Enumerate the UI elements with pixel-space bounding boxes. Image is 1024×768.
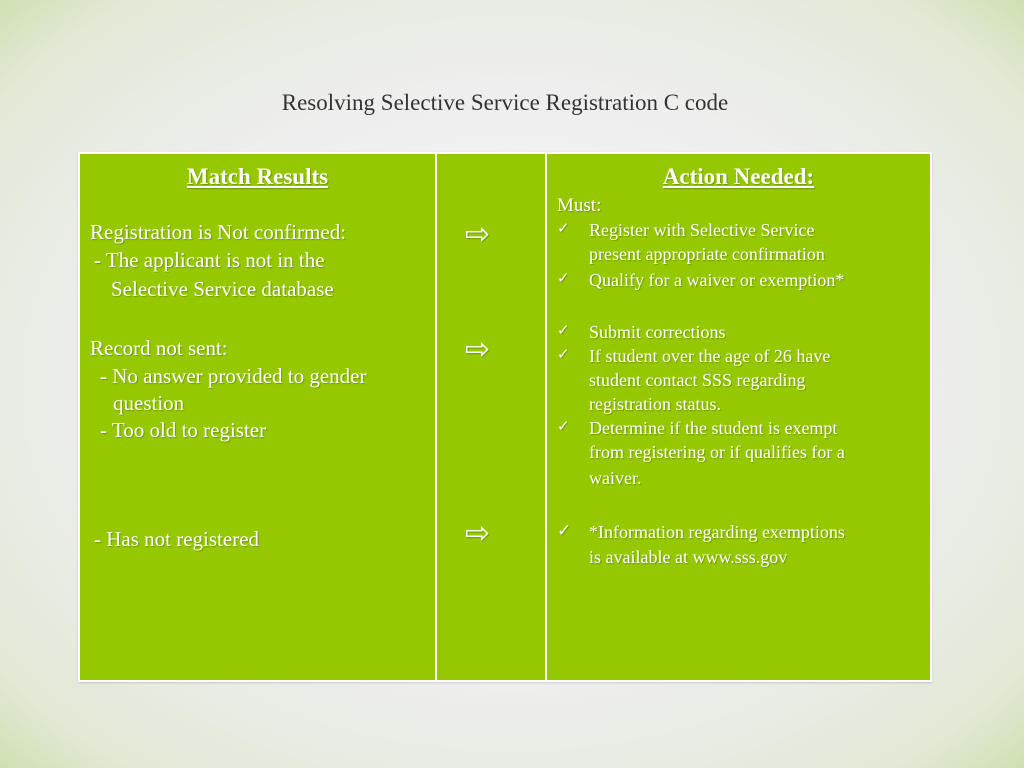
- action-exempt-line-2: from registering or if qualifies for a: [589, 442, 845, 462]
- action-register-line-1: Register with Selective Service: [589, 220, 815, 240]
- action-over-26-line-3: registration status.: [589, 394, 721, 414]
- too-old-line: - Too old to register: [100, 418, 267, 442]
- not-in-database-line-2: Selective Service database: [111, 277, 334, 301]
- checkmark-icon: ✓: [557, 269, 570, 287]
- must-label: Must:: [557, 195, 602, 216]
- not-registered-line: - Has not registered: [94, 527, 260, 551]
- action-needed-header: Action Needed:: [662, 164, 815, 189]
- checkmark-icon: ✓: [557, 521, 572, 541]
- checkmark-icon: ✓: [557, 345, 570, 363]
- action-needed-cell: [547, 154, 930, 680]
- action-info-line-1: *Information regarding exemptions: [589, 522, 845, 542]
- record-not-sent-label: Record not sent:: [90, 336, 228, 360]
- checkmark-icon: ✓: [557, 219, 570, 237]
- slide-title: Resolving Selective Service Registration C code: [281, 90, 729, 115]
- action-corrections-line: Submit corrections: [589, 322, 726, 342]
- action-info-line-2: is available at www.sss.gov: [589, 547, 788, 567]
- action-over-26-line-1: If student over the age of 26 have: [589, 346, 831, 366]
- action-over-26-line-2: student contact SSS regarding: [589, 370, 806, 390]
- no-gender-answer-line-1: - No answer provided to gender: [100, 364, 367, 388]
- right-arrow-icon: ⇨: [465, 332, 491, 367]
- match-results-cell: [80, 154, 435, 680]
- action-exempt-line-1: Determine if the student is exempt: [589, 418, 838, 438]
- not-confirmed-label: Registration is Not confirmed:: [90, 220, 347, 244]
- checkmark-icon: ✓: [557, 417, 570, 435]
- checkmark-icon: ✓: [557, 321, 570, 339]
- no-gender-answer-line-2: question: [113, 391, 185, 415]
- match-results-header: Match Results: [186, 164, 329, 189]
- action-waiver-line: Qualify for a waiver or exemption*: [589, 270, 845, 290]
- resolution-table: [78, 152, 932, 682]
- not-in-database-line-1: - The applicant is not in the: [94, 248, 325, 272]
- action-register-line-2: present appropriate confirmation: [589, 244, 825, 264]
- action-exempt-line-3: waiver.: [589, 468, 642, 488]
- right-arrow-icon: ⇨: [465, 516, 491, 551]
- arrow-cell: [437, 154, 545, 680]
- right-arrow-icon: ⇨: [465, 217, 491, 252]
